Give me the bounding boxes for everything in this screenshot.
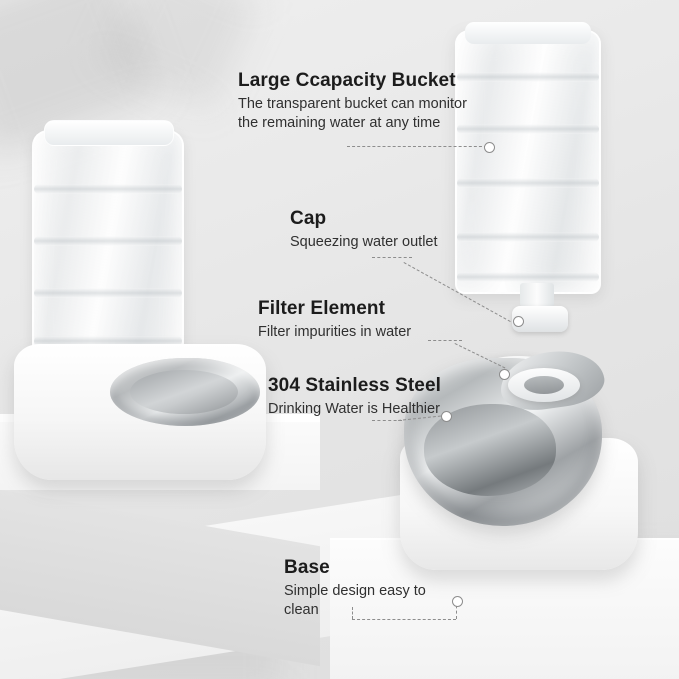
leader-line-bucket bbox=[347, 146, 487, 147]
annotation-cap-description: Squeezing water outlet bbox=[290, 234, 438, 250]
assembled-bucket-lid bbox=[44, 120, 174, 146]
bucket-neck bbox=[520, 283, 554, 307]
leader-line-filter bbox=[428, 340, 462, 341]
leader-line-base bbox=[352, 619, 456, 620]
bucket-ring bbox=[457, 178, 599, 188]
callout-dot-cap bbox=[513, 316, 524, 327]
annotation-steel bbox=[268, 375, 498, 419]
bucket-ring bbox=[34, 236, 182, 246]
annotation-filter-title: Filter Element bbox=[258, 298, 386, 319]
water-bucket-part bbox=[455, 30, 601, 294]
assembled-water-dispenser bbox=[14, 130, 284, 490]
annotation-steel-description: Drinking Water is Healthier bbox=[268, 401, 440, 417]
callout-dot-filter bbox=[499, 369, 510, 380]
annotation-cap bbox=[290, 208, 490, 252]
annotation-filter-description: Filter impurities in water bbox=[258, 324, 412, 340]
bucket-ring bbox=[457, 272, 599, 282]
annotation-base bbox=[284, 557, 464, 620]
callout-dot-steel bbox=[441, 411, 452, 422]
annotation-bucket-title: Large Ccapacity Bucket bbox=[238, 70, 456, 91]
assembled-bowl-well bbox=[130, 370, 238, 414]
bucket-ring bbox=[34, 184, 182, 194]
leader-line-base bbox=[352, 607, 353, 619]
bucket-lid bbox=[465, 22, 591, 44]
annotation-base-title: Base bbox=[284, 557, 330, 578]
bowl-valve-opening bbox=[524, 376, 564, 394]
callout-dot-bucket bbox=[484, 142, 495, 153]
bucket-ring bbox=[34, 288, 182, 298]
annotation-base-description: Simple design easy to clean bbox=[284, 583, 426, 618]
annotation-cap-title: Cap bbox=[290, 208, 327, 229]
annotation-bucket-description: The transparent bucket can monitor the remaining water at any time bbox=[238, 96, 467, 131]
callout-dot-base bbox=[452, 596, 463, 607]
annotation-bucket bbox=[238, 70, 473, 133]
bucket-ring bbox=[457, 124, 599, 134]
bucket-ring bbox=[457, 72, 599, 82]
leader-line-cap bbox=[372, 257, 412, 258]
annotation-steel-title: 304 Stainless Steel bbox=[268, 375, 442, 396]
annotation-filter bbox=[258, 298, 478, 342]
assembled-water-bucket bbox=[32, 130, 184, 366]
